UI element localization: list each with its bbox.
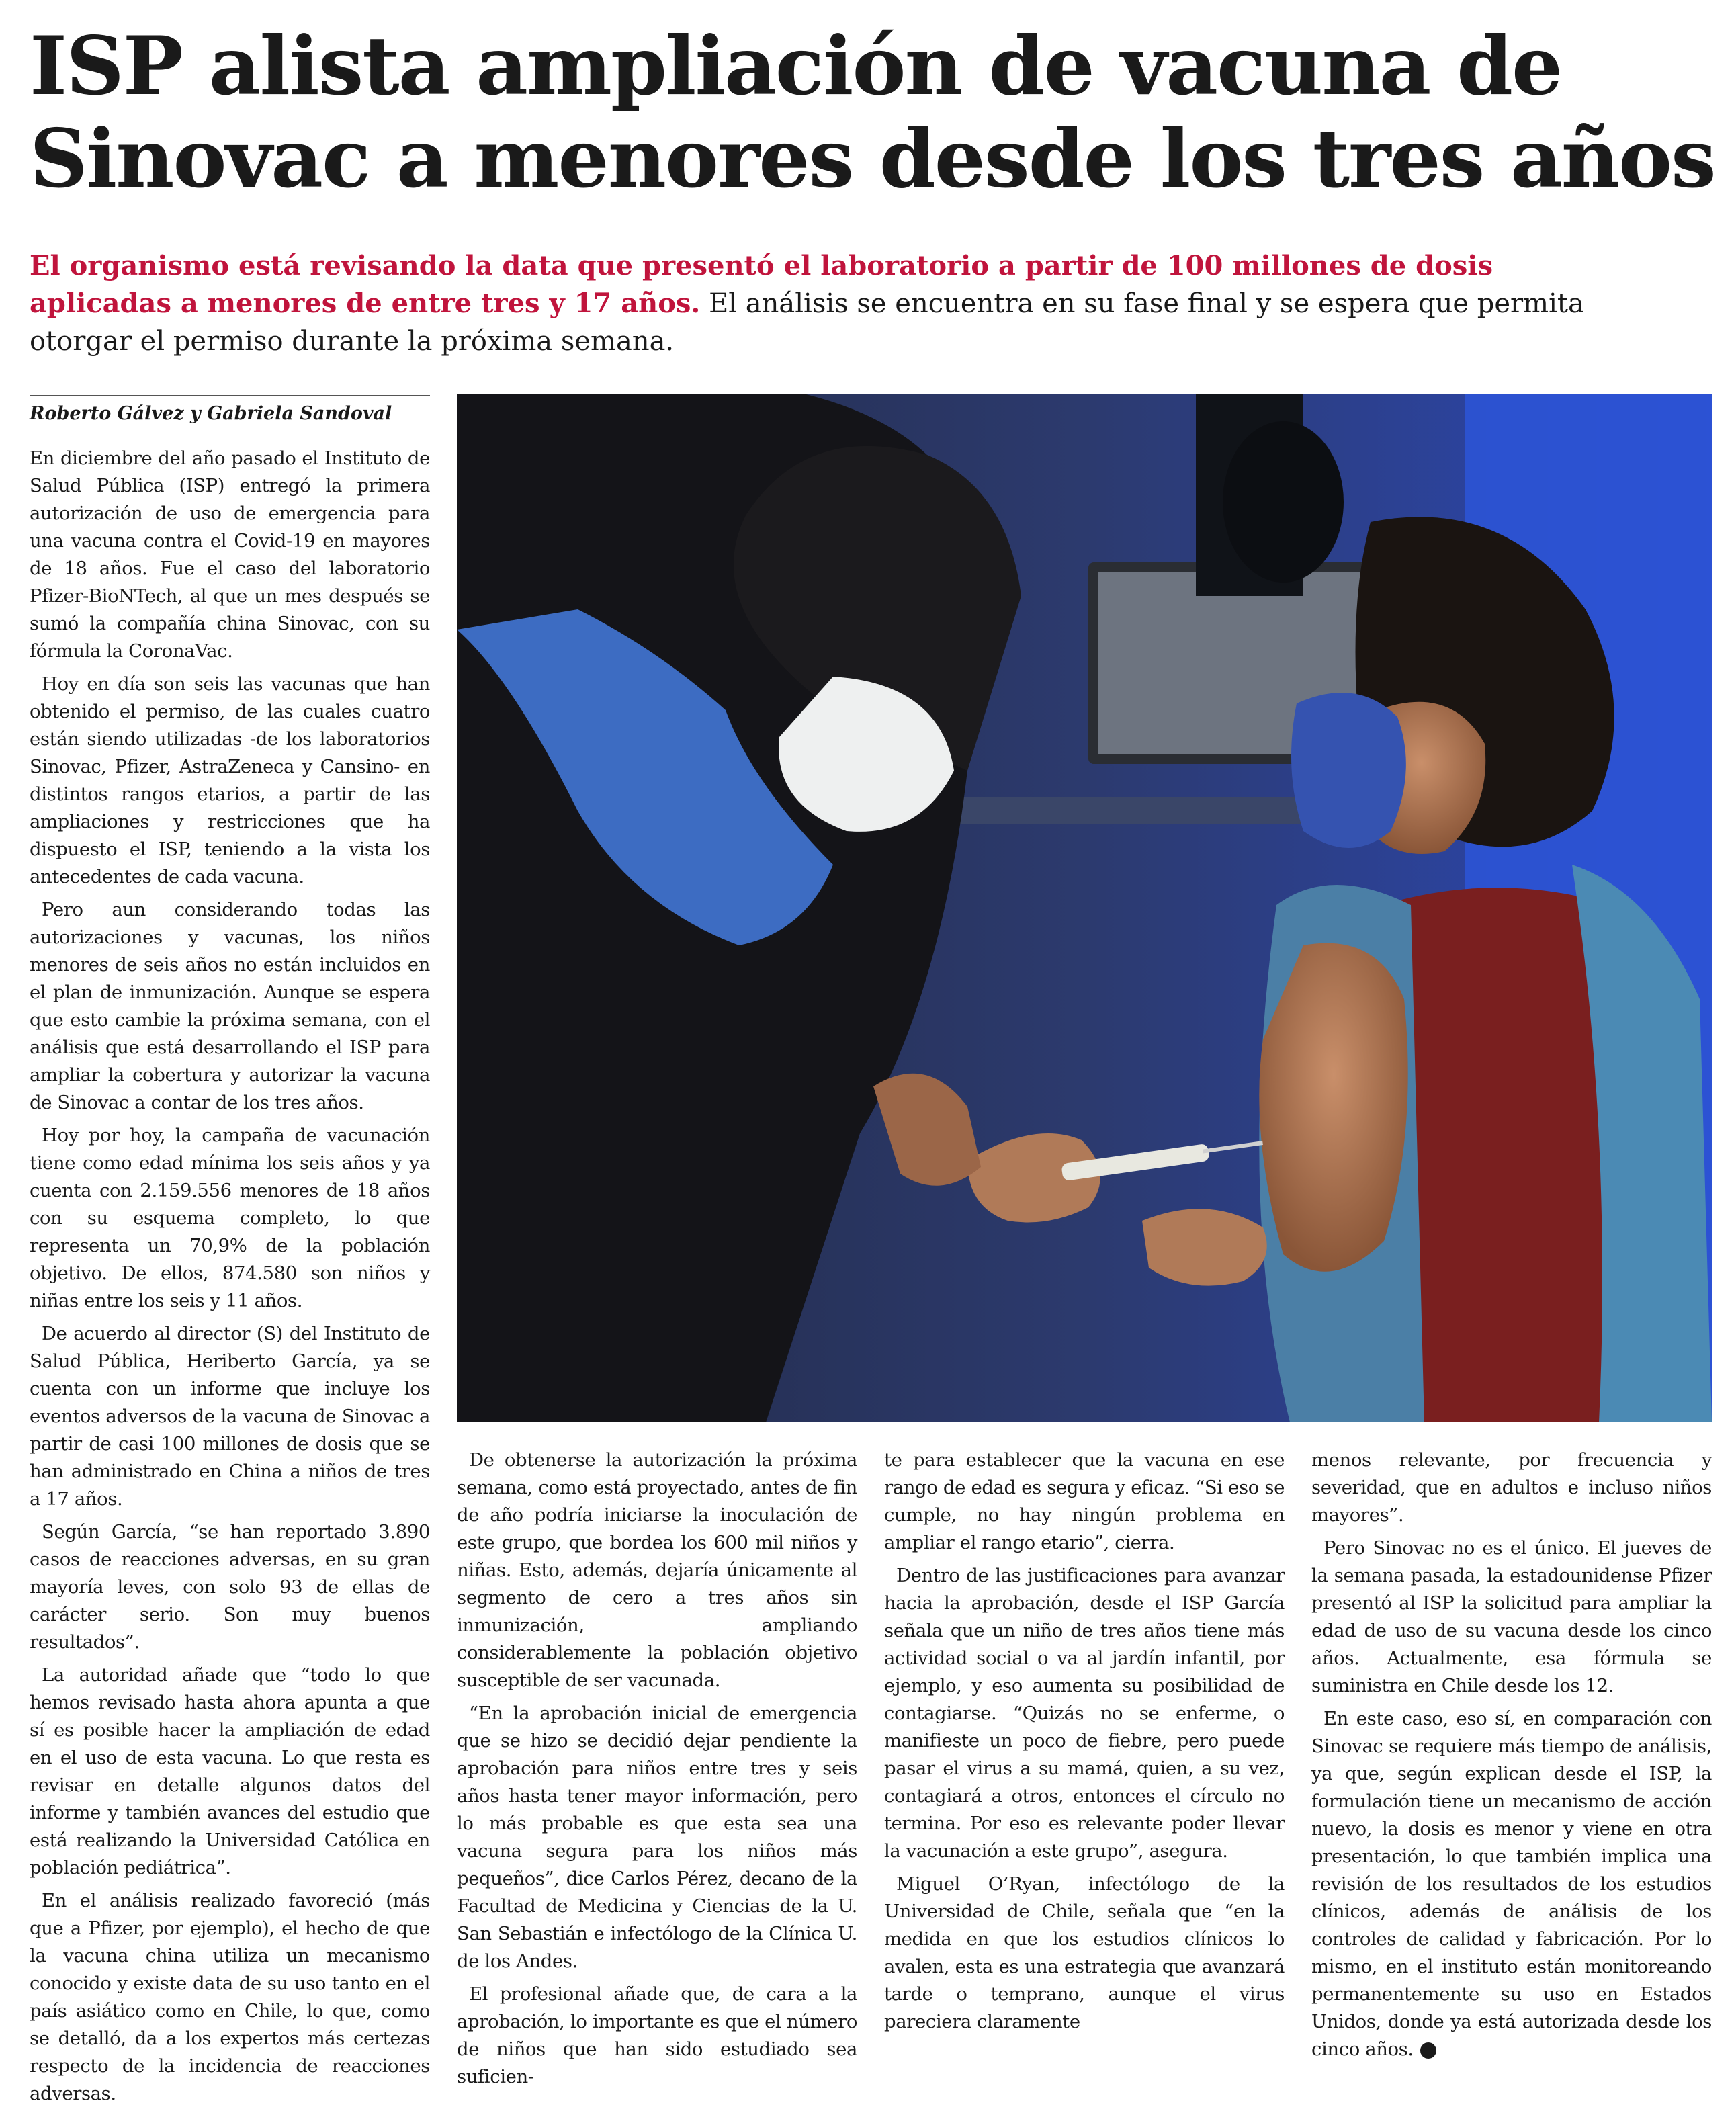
paragraph-text: En este caso, eso sí, en comparación con Sinovac se requiere más tiempo de análisis, ya que, según explican desde el ISP, la formulación tiene un mecanismo de acción nuevo, la dosis es menor y viene en otra presentación, lo que también implica una revisión de los resultados de los estudios clínicos, además de análisis de los controles de calidad y fabricación. Por lo mismo, en el instituto están monitoreando permanentemente su uso en Estados Unidos, donde ya está autorizada desde los cinco años.: [1311, 1708, 1712, 2060]
paragraph: En el análisis realizado favoreció (más que a Pfizer, por ejemplo), el hecho de que la vacuna china utiliza un mecanismo conocido y existe data de su uso tanto en el país asiático como en Chile, lo que, como se detalló, da a los expertos más certezas respecto de la incidencia de reacciones adversas.: [30, 1890, 430, 2104]
paragraph: menos relevante, por frecuencia y severidad, que en adultos e incluso niños mayores”.: [1311, 1449, 1712, 1526]
paragraph: Hoy por hoy, la campaña de vacunación tiene como edad mínima los seis años y ya cuenta con 2.159.556 menores de 18 años con su esquema completo, lo que representa un 70,9% de la población objetivo. De ellos, 874.580 son niños y niñas entre los seis y 11 años.: [30, 1125, 430, 1311]
paragraph: Miguel O’Ryan, infectólogo de la Universidad de Chile, señala que “en la medida en que los estudios clínicos lo avalen, esta es una estrategia que avanzará tarde o temprano, aunque el virus pareciera claramente: [884, 1873, 1285, 2032]
paragraph: te para establecer que la vacuna en ese rango de edad es segura y eficaz. “Si eso se cumple, no hay ningún problema en ampliar el rango etario”, cierra.: [884, 1449, 1285, 1553]
lead-rest: El análisis se encuentra en su fase final y se espera que permita otorgar el permiso durante la próxima semana.: [30, 288, 1584, 357]
vaccination-photo-illustration: [457, 394, 1712, 1422]
paragraph: Pero Sinovac no es el único. El jueves de la semana pasada, la estadounidense Pfizer presentó al ISP la solicitud para ampliar la edad de uso de su vacuna desde los cinco años. Actualmente, esa fórmula se suministra en Chile desde los 12.: [1311, 1537, 1712, 1696]
article-column-2: [457, 1447, 857, 2096]
paragraph: En diciembre del año pasado el Instituto de Salud Pública (ISP) entregó la primera autorización de uso de emergencia para una vacuna contra el Covid-19 en mayores de 18 años. Fue el caso del laboratorio Pfizer-BioNTech, al que un mes después se sumó la compañía china Sinovac, con su fórmula la CoronaVac.: [30, 447, 430, 662]
headline-line-2: Sinovac a menores desde los tres años: [30, 112, 1715, 206]
paragraph: De obtenerse la autorización la próxima semana, como está proyectado, antes de fin de año podría iniciarse la inoculación de este grupo, que bordea los 600 mil niños y niñas. Esto, además, dejaría únicamente al segmento de cero a tres años sin inmunización, ampliando considerablemente la población objetivo susceptible de ser vacunada.: [457, 1449, 857, 1691]
byline-rule: [30, 395, 430, 396]
article-column-1: [30, 445, 430, 2113]
end-of-article-bullet-icon: [1420, 2042, 1436, 2059]
paragraph: Pero aun considerando todas las autorizaciones y vacunas, los niños menores de seis años no están incluidos en el plan de inmunización. Aunque se espera que esto cambie la próxima semana, con el análisis que está desarrollando el ISP para ampliar la cobertura y autorizar la vacuna de Sinovac a contar de los tres años.: [30, 899, 430, 1113]
headline-line-1: ISP alista ampliación de vacuna de: [30, 19, 1562, 114]
article-column-4: [1311, 1447, 1712, 2069]
paragraph: “En la aprobación inicial de emergencia que se hizo se decidió dejar pendiente la aprobación para niños entre tres y seis años hasta tener mayor información, pero lo más probable es que esta sea una vacuna segura para los niños más pequeños”, dice Carlos Pérez, decano de la Facultad de Medicina y Ciencias de la U. San Sebastián e infectólogo de la Clínica U. de los Andes.: [457, 1702, 857, 1972]
lead-paragraph: [30, 247, 1642, 360]
headline: [30, 19, 1715, 206]
vaccination-photo: [457, 394, 1712, 1422]
byline: Roberto Gálvez y Gabriela Sandoval: [30, 403, 392, 424]
paragraph: Hoy en día son seis las vacunas que han obtenido el permiso, de las cuales cuatro están siendo utilizadas -de los laboratorios Sinovac, Pfizer, AstraZeneca y Cansino- en distintos rangos etarios, a partir de las ampliaciones y restricciones que ha dispuesto el ISP, teniendo a la vista los antecedentes de cada vacuna.: [30, 673, 430, 888]
paragraph: El profesional añade que, de cara a la aprobación, lo importante es que el número de niños que han sido estudiado sea suficien-: [457, 1983, 857, 2087]
paragraph: Según García, “se han reportado 3.890 casos de reacciones adversas, en su gran mayoría leves, con solo 93 de ellas de carácter serio. Son muy buenos resultados”.: [30, 1521, 430, 1653]
lead-highlight: El organismo está revisando la data que presentó el laboratorio a partir de 100 millones de dosis aplicadas a menores de entre tres y 17 años.: [30, 250, 1493, 319]
paragraph: De acuerdo al director (S) del Instituto de Salud Pública, Heriberto García, ya se cuenta con un informe que incluye los eventos adversos de la vacuna de Sinovac a partir de casi 100 millones de dosis que se han administrado en China a niños de tres a 17 años.: [30, 1323, 430, 1510]
paragraph: [1311, 1705, 1712, 2063]
paragraph: Dentro de las justificaciones para avanzar hacia la aprobación, desde el ISP García señala que un niño de tres años tiene más actividad social o va al jardín infantil, por ejemplo, y eso aumenta su posibilidad de contagiarse. “Quizás no se enferme, o manifieste un poco de fiebre, pero puede pasar el virus a su mamá, quien, a su vez, contagiará a otros, entonces el círculo no termina. Por eso es relevante poder llevar la vacunación a este grupo”, asegura.: [884, 1565, 1285, 1862]
paragraph: La autoridad añade que “todo lo que hemos revisado hasta ahora apunta a que sí es posible hacer la ampliación de edad en el uso de esta vacuna. Lo que resta es revisar en detalle algunos datos del informe y también avances del estudio que está realizando la Universidad Católica en población pediátrica”.: [30, 1664, 430, 1879]
article-column-3: [884, 1447, 1285, 2041]
